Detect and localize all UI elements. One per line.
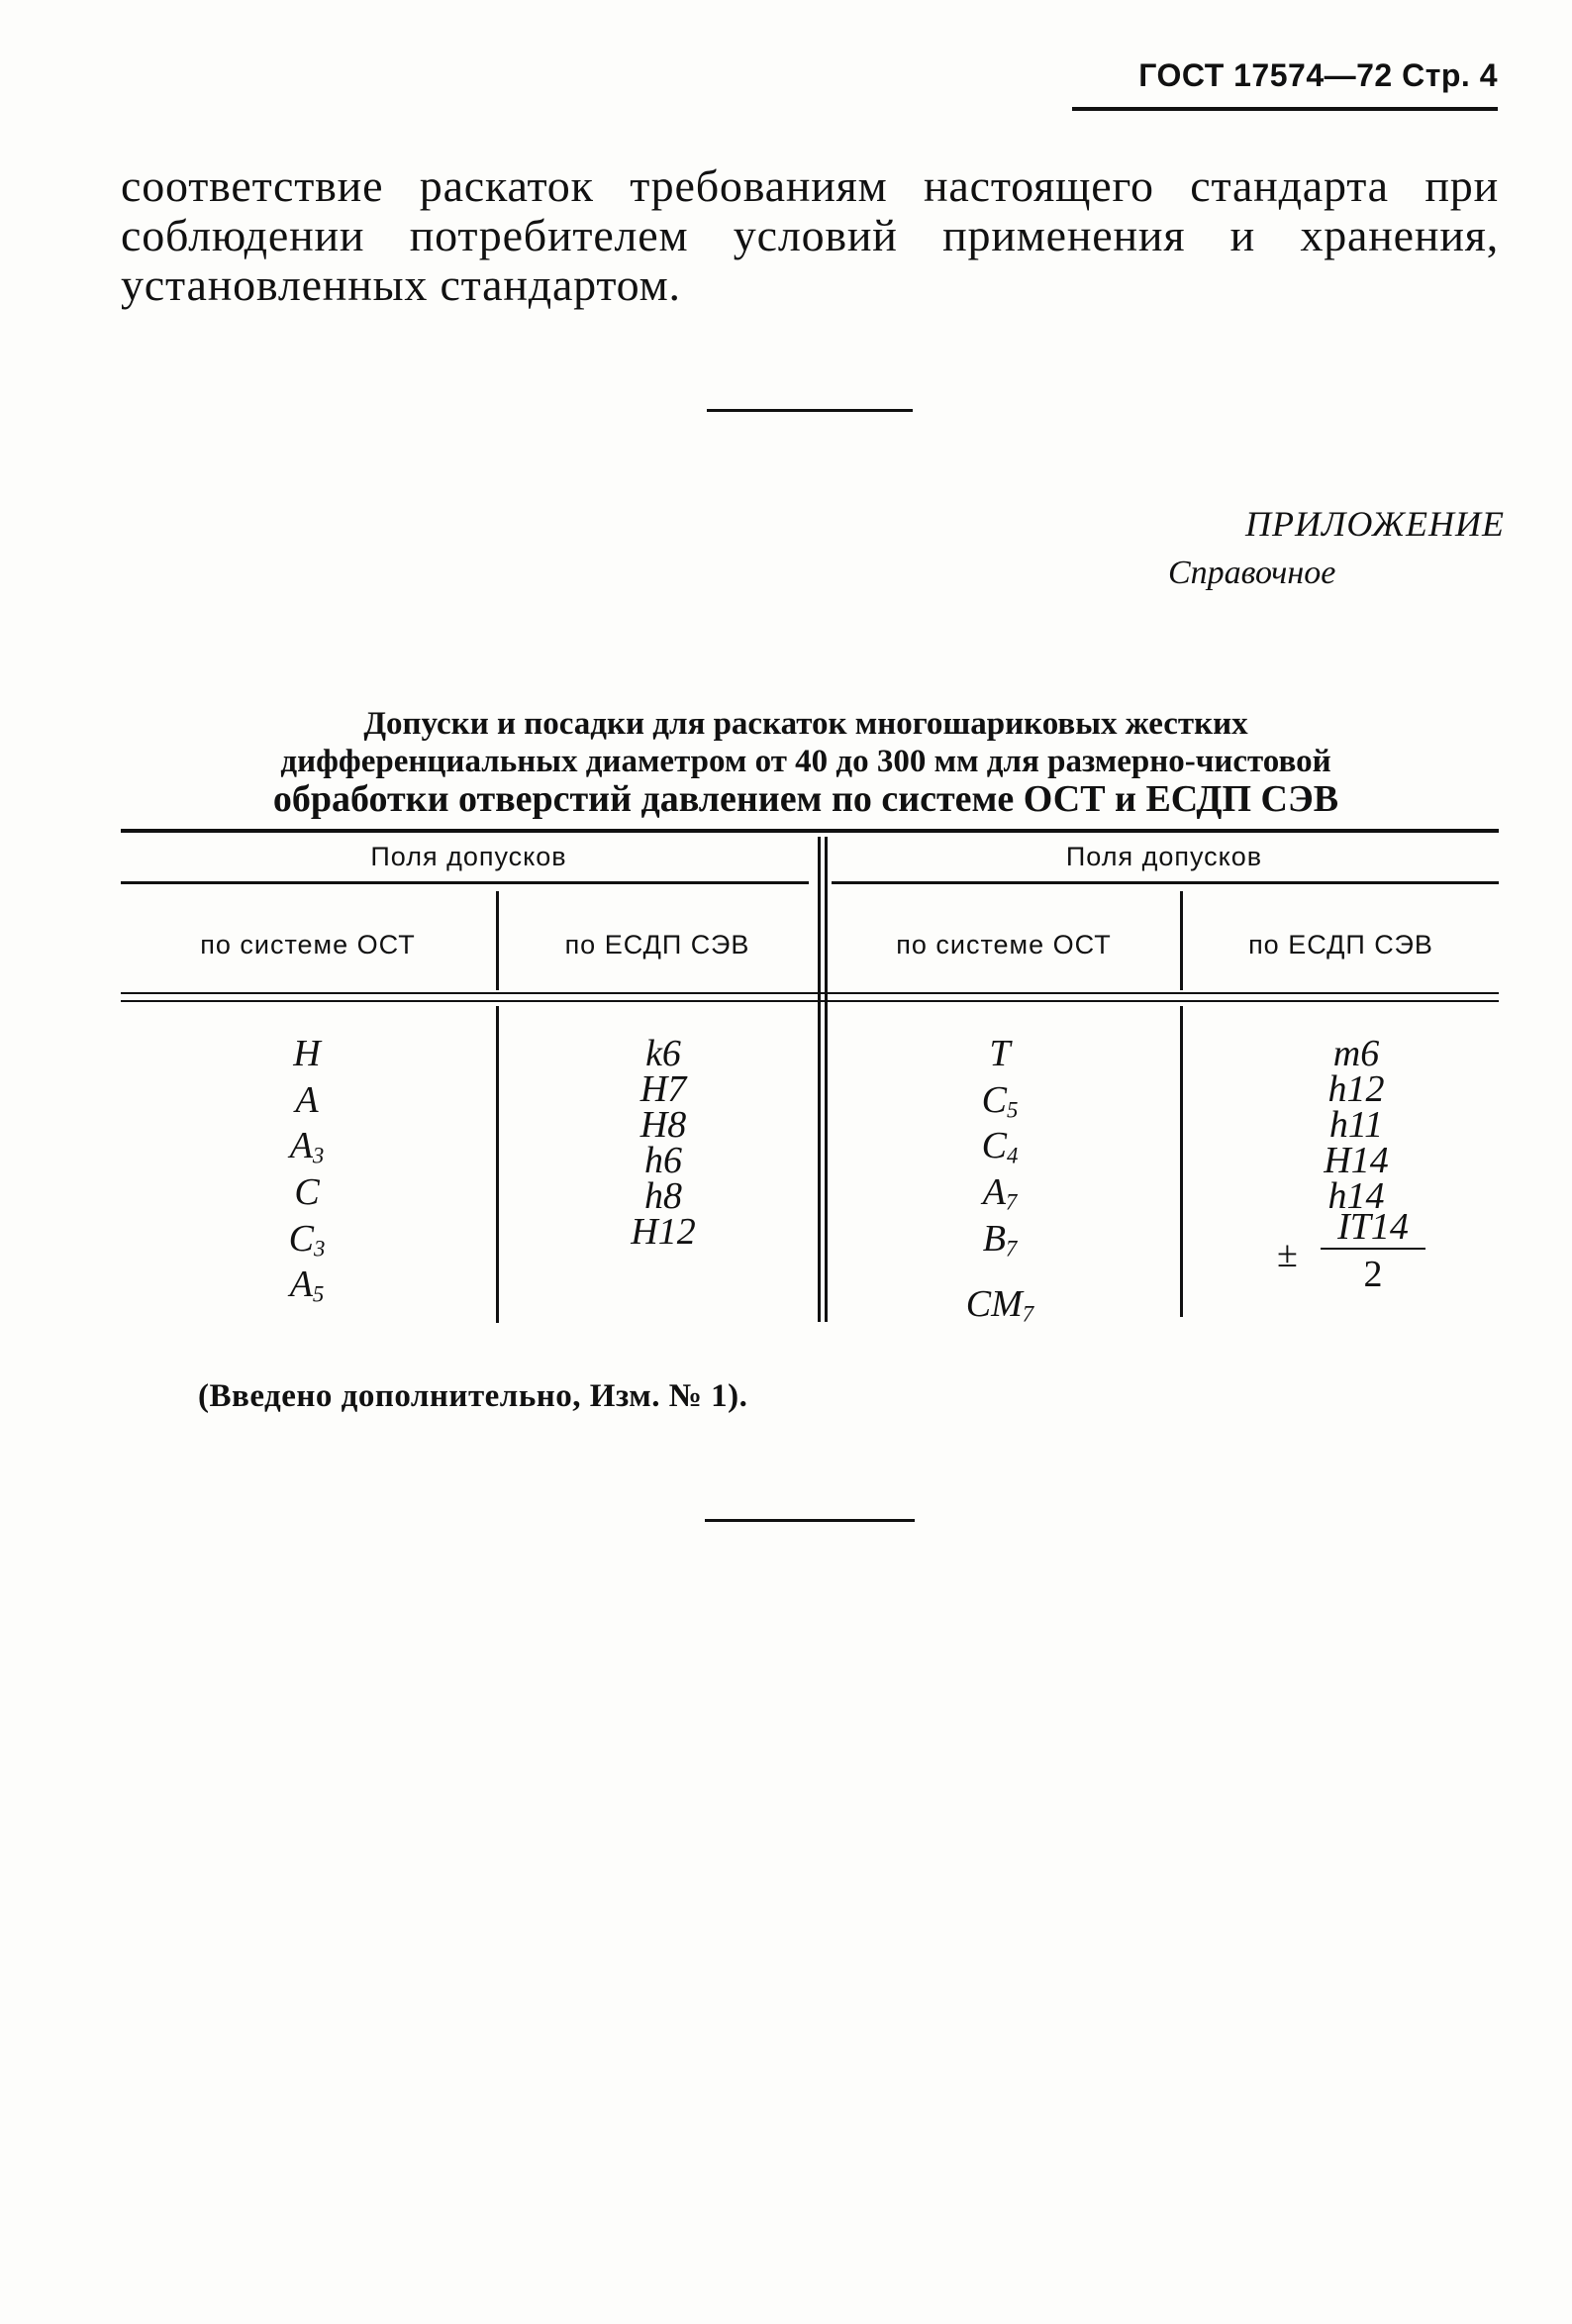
divider-right-body <box>1180 1006 1183 1317</box>
col-header-ost-right: по системе ОСТ <box>896 930 1112 960</box>
ost-left-values <box>247 1033 366 1313</box>
divider-double-1 <box>818 837 821 1322</box>
ost-left-value: $C_3$ <box>288 1217 326 1262</box>
esdp-right-value: H14 <box>1324 1140 1389 1181</box>
caption-line-2: дифференциальных диаметром от 40 до 300 мм для размерно-чистовой <box>280 744 1331 779</box>
divider-double-2 <box>825 837 828 1322</box>
col-header-esdp-right: по ЕСДП СЭВ <box>1248 930 1433 960</box>
esdp-right-value: h12 <box>1327 1068 1385 1110</box>
fraction-bar <box>1321 1248 1425 1250</box>
header-rule <box>1072 107 1498 111</box>
amendment-note: (Введено дополнительно, Изм. № 1). <box>198 1378 748 1414</box>
fraction-numerator: IT14 <box>1337 1206 1409 1248</box>
table-caption <box>178 705 1433 818</box>
group-header-left: Поля допусков <box>370 842 567 871</box>
plus-minus-sign: ± <box>1277 1234 1298 1275</box>
ost-right-value: $C_5$ <box>981 1078 1019 1123</box>
esdp-right-fraction <box>1277 1208 1435 1297</box>
esdp-left-value: H8 <box>639 1104 687 1146</box>
separator-top <box>707 409 913 412</box>
esdp-left-value: H12 <box>631 1211 696 1253</box>
ost-right-value: $A_7$ <box>982 1171 1018 1215</box>
group-rule-right <box>832 881 1499 884</box>
fraction-denominator: 2 <box>1363 1254 1383 1295</box>
esdp-right-value: m6 <box>1332 1033 1380 1074</box>
divider-left-body <box>496 1006 499 1323</box>
ost-left-value: C <box>294 1171 320 1214</box>
group-header-right: Поля допусков <box>1065 842 1263 871</box>
ost-right-value: $C_4$ <box>981 1125 1019 1169</box>
col-header-ost-left: по системе ОСТ <box>200 930 416 960</box>
esdp-right-value: h14 <box>1327 1175 1385 1217</box>
header-double-rule-2 <box>121 1000 1499 1002</box>
ost-right-value: $CM_7$ <box>965 1283 1034 1328</box>
page-header: ГОСТ 17574—72 Стр. 4 <box>1138 57 1498 93</box>
group-rule-left <box>121 881 809 884</box>
ost-left-value: $A_3$ <box>289 1125 325 1169</box>
caption-line-1: Допуски и посадки для раскаток многошариковых жестких <box>363 706 1248 742</box>
appendix-title: ПРИЛОЖЕНИЕ <box>1245 504 1505 544</box>
col-header-esdp-left: по ЕСДП СЭВ <box>564 930 750 960</box>
ost-left-value: A <box>295 1078 319 1121</box>
ost-right-value: T <box>989 1033 1011 1074</box>
ost-right-value: $B_7$ <box>982 1217 1018 1262</box>
appendix-subtitle: Справочное <box>1168 555 1336 591</box>
separator-bottom <box>705 1519 915 1522</box>
table-top-rule <box>121 829 1499 833</box>
ost-right-values <box>931 1033 1069 1333</box>
ost-left-value: H <box>293 1033 321 1074</box>
esdp-right-value: h11 <box>1328 1104 1384 1146</box>
caption-line-3: обработки отверстий давлением по системе ОСТ и ЕСДП СЭВ <box>272 778 1339 820</box>
esdp-left-values <box>604 1033 723 1253</box>
esdp-left-value: h6 <box>644 1140 682 1181</box>
esdp-left-value: k6 <box>645 1033 681 1074</box>
ost-left-value: $A_5$ <box>289 1263 325 1308</box>
header-double-rule-1 <box>121 992 1499 994</box>
esdp-left-value: H7 <box>639 1068 687 1110</box>
intro-paragraph: соответствие раскаток требованиям настоящего стандарта при соблюдении потребителем условий применения и хранения, установленных стандартом. <box>121 160 1499 310</box>
esdp-left-value: h8 <box>644 1175 682 1217</box>
esdp-right-values <box>1287 1033 1425 1217</box>
